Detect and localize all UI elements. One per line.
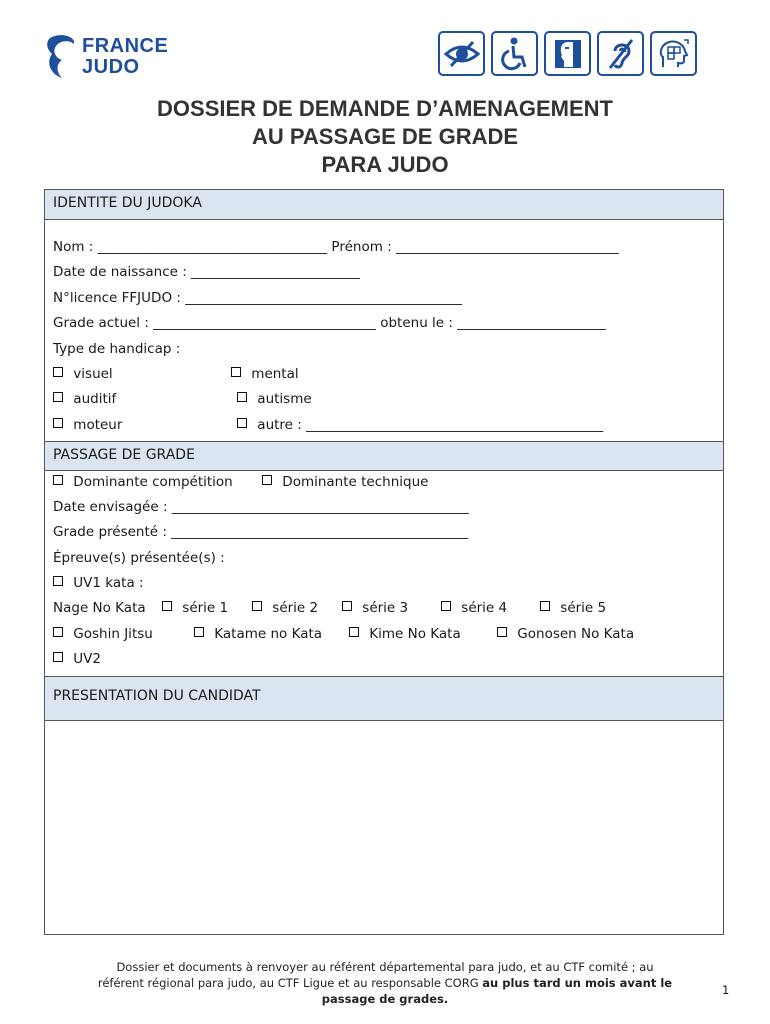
option-gonosen-no-kata[interactable] bbox=[497, 626, 634, 642]
checkbox[interactable] bbox=[53, 627, 63, 637]
option-uv2[interactable] bbox=[53, 651, 101, 667]
title-line-2: AU PASSAGE DE GRADE bbox=[251, 124, 519, 149]
checkbox[interactable] bbox=[162, 601, 172, 611]
section-heading-passage: PASSAGE DE GRADE bbox=[45, 441, 723, 471]
logo-line-judo: JUDO bbox=[82, 56, 140, 78]
type-handicap-label: Type de handicap : bbox=[53, 341, 181, 357]
option-visuel[interactable] bbox=[53, 366, 113, 382]
mental-disability-icon bbox=[544, 31, 591, 76]
footer-line-2 bbox=[60, 975, 710, 991]
option-label: autisme bbox=[257, 391, 312, 407]
logo-line-france: FRANCE bbox=[82, 35, 169, 57]
checkbox[interactable] bbox=[262, 475, 272, 485]
title-line-3: PARA JUDO bbox=[321, 152, 449, 177]
option-dominante-technique[interactable] bbox=[262, 474, 428, 490]
option-uv1-kata[interactable] bbox=[53, 575, 144, 591]
option-auditif[interactable] bbox=[53, 391, 116, 407]
option-label: série 3 bbox=[362, 600, 409, 616]
eye-disability-icon bbox=[438, 31, 485, 76]
option-label: Goshin Jitsu bbox=[73, 626, 153, 642]
checkbox[interactable] bbox=[349, 627, 359, 637]
footer-line-2-text: référent régional para judo, au CTF Ligue et au responsable CORG bbox=[97, 976, 483, 990]
option-label: série 1 bbox=[182, 600, 229, 616]
footer-instructions bbox=[60, 959, 710, 1007]
option-label: auditif bbox=[73, 391, 117, 407]
option-label: Gonosen No Kata bbox=[517, 626, 635, 642]
grade-actuel-field[interactable]: Grade actuel : _________________________________ obtenu le : ______________________ bbox=[53, 315, 606, 331]
nage-no-kata-label: Nage No Kata bbox=[53, 600, 146, 616]
date-envisagee-field[interactable]: Date envisagée : ____________________________________________ bbox=[53, 499, 469, 515]
footer-line-1: Dossier et documents à renvoyer au référent départemental para judo, et au CTF comité ; au bbox=[116, 960, 654, 974]
option-autre[interactable] bbox=[237, 417, 603, 433]
hearing-impaired-icon bbox=[597, 31, 644, 76]
judo-swoosh-icon bbox=[46, 32, 80, 80]
footer-line-3 bbox=[60, 991, 710, 1007]
checkbox[interactable] bbox=[237, 418, 247, 428]
option-label: Katame no Kata bbox=[214, 626, 323, 642]
footer-line-3-text: passage de grades. bbox=[321, 992, 449, 1006]
section-heading-presentation: PRESENTATION DU CANDIDAT bbox=[45, 676, 723, 721]
option-label: moteur bbox=[73, 417, 123, 433]
option-label: UV1 kata : bbox=[73, 575, 144, 591]
section-heading-identite: IDENTITE DU JUDOKA bbox=[45, 190, 723, 220]
option-serie-3[interactable] bbox=[342, 600, 408, 616]
checkbox[interactable] bbox=[540, 601, 550, 611]
option-moteur[interactable] bbox=[53, 417, 122, 433]
option-goshin-jitsu[interactable] bbox=[53, 626, 153, 642]
option-label: Kime No Kata bbox=[369, 626, 461, 642]
checkbox[interactable] bbox=[53, 652, 63, 662]
checkbox[interactable] bbox=[53, 475, 63, 485]
option-serie-5[interactable] bbox=[540, 600, 606, 616]
checkbox[interactable] bbox=[237, 392, 247, 402]
checkbox[interactable] bbox=[53, 418, 63, 428]
option-label: Dominante technique bbox=[282, 474, 429, 490]
option-serie-2[interactable] bbox=[252, 600, 318, 616]
presentation-textarea[interactable] bbox=[45, 721, 723, 934]
disability-icons bbox=[438, 31, 697, 76]
option-label: série 5 bbox=[560, 600, 607, 616]
checkbox[interactable] bbox=[53, 576, 63, 586]
grade-presente-field[interactable]: Grade présenté : ____________________________________________ bbox=[53, 524, 469, 540]
option-dominante-competition[interactable] bbox=[53, 474, 233, 490]
option-label: visuel bbox=[73, 366, 113, 382]
footer-bold-text: au plus tard un mois avant le bbox=[482, 976, 673, 990]
option-mental[interactable] bbox=[231, 366, 299, 382]
option-label: Dominante compétition bbox=[73, 474, 233, 490]
option-label: UV2 bbox=[73, 651, 102, 667]
nom-prenom-field[interactable]: Nom : __________________________________ Prénom : _________________________________ bbox=[53, 239, 619, 255]
epreuves-label: Épreuve(s) présentée(s) : bbox=[53, 550, 225, 566]
france-judo-logo bbox=[46, 32, 186, 82]
checkbox[interactable] bbox=[497, 627, 507, 637]
title-line-1: DOSSIER DE DEMANDE D’AMENAGEMENT bbox=[157, 96, 613, 121]
option-serie-4[interactable] bbox=[441, 600, 507, 616]
checkbox[interactable] bbox=[441, 601, 451, 611]
wheelchair-icon bbox=[491, 31, 538, 76]
logo-wordmark bbox=[82, 36, 168, 78]
page-number: 1 bbox=[722, 983, 730, 997]
checkbox[interactable] bbox=[194, 627, 204, 637]
option-label: autre : ____________________________________________ bbox=[257, 417, 604, 433]
option-autisme[interactable] bbox=[237, 391, 312, 407]
option-kime-no-kata[interactable] bbox=[349, 626, 461, 642]
option-serie-1[interactable] bbox=[162, 600, 228, 616]
date-naissance-field[interactable]: Date de naissance : _________________________ bbox=[53, 264, 360, 280]
option-label: série 2 bbox=[272, 600, 319, 616]
checkbox[interactable] bbox=[342, 601, 352, 611]
licence-field[interactable]: N°licence FFJUDO : _________________________________________ bbox=[53, 290, 462, 306]
checkbox[interactable] bbox=[53, 367, 63, 377]
checkbox[interactable] bbox=[252, 601, 262, 611]
checkbox[interactable] bbox=[53, 392, 63, 402]
option-label: mental bbox=[251, 366, 299, 382]
document-title bbox=[0, 95, 770, 179]
checkbox[interactable] bbox=[231, 367, 241, 377]
option-katame-no-kata[interactable] bbox=[194, 626, 322, 642]
option-label: série 4 bbox=[461, 600, 508, 616]
application-form bbox=[44, 189, 724, 935]
autism-puzzle-icon bbox=[650, 31, 697, 76]
